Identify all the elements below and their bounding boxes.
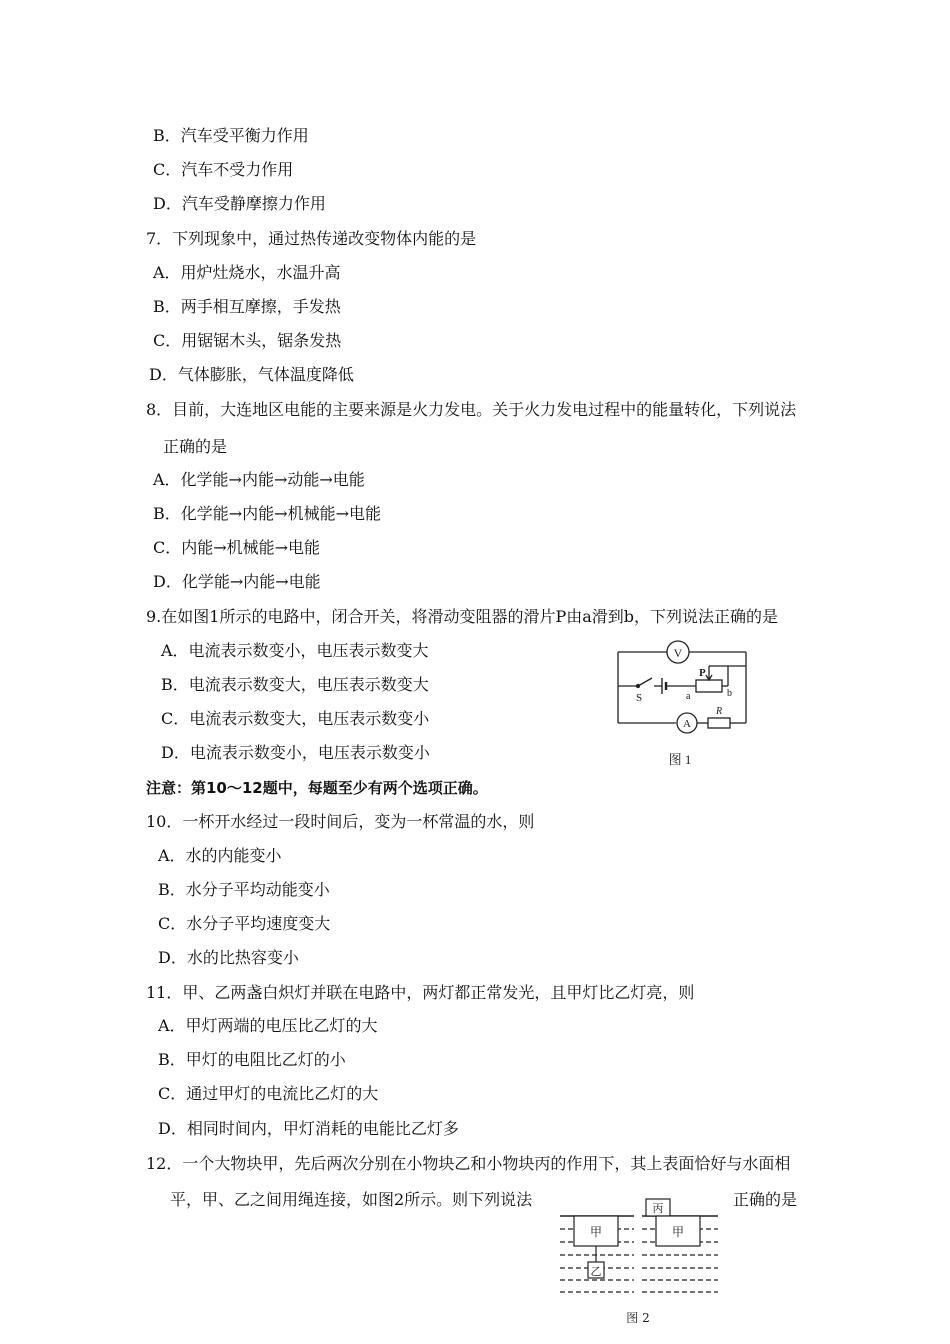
q12-stem-line2a: 平，甲、乙之间用绳连接，如图2所示。则下列说法 bbox=[170, 1190, 533, 1209]
voltmeter-label: V bbox=[673, 646, 683, 660]
end-b-label: b bbox=[727, 688, 732, 699]
resistor-icon bbox=[708, 718, 730, 728]
q11-option-b: B．甲灯的电阻比乙灯的小 bbox=[158, 1050, 346, 1069]
figure-2-caption: 图 2 bbox=[626, 1311, 650, 1325]
switch-pivot bbox=[637, 685, 640, 688]
q9-option-c: C．电流表示数变大，电压表示数变小 bbox=[161, 709, 430, 728]
q9-option-a: A．电流表示数变小，电压表示数变大 bbox=[161, 641, 429, 660]
q10-stem: 10．一杯开水经过一段时间后，变为一杯常温的水，则 bbox=[146, 812, 535, 831]
q9-stem: 9.在如图1所示的电路中，闭合开关，将滑动变阻器的滑片P由a滑到b，下列说法正确的是 bbox=[146, 607, 778, 626]
q11-stem: 11．甲、乙两盏白炽灯并联在电路中，两灯都正常发光，且甲灯比乙灯亮，则 bbox=[146, 983, 695, 1002]
q10-option-b: B．水分子平均动能变小 bbox=[158, 880, 330, 899]
q7-option-c: C．用锯锯木头，锯条发热 bbox=[153, 331, 342, 350]
switch-icon bbox=[638, 678, 652, 686]
big-block-label-right: 甲 bbox=[671, 1225, 685, 1239]
left-container bbox=[560, 1216, 634, 1292]
q10-option-a: A．水的内能变小 bbox=[158, 846, 282, 865]
q12-stem-line2b: 正确的是 bbox=[733, 1190, 798, 1209]
figure-1-caption: 图 1 bbox=[668, 752, 692, 767]
q7-option-a: A．用炉灶烧水，水温升高 bbox=[153, 263, 341, 282]
switch-label: S bbox=[636, 692, 643, 704]
rheostat-icon bbox=[696, 680, 722, 692]
q11-option-c: C．通过甲灯的电流比乙灯的大 bbox=[158, 1084, 379, 1103]
q8-option-c: C．内能→机械能→电能 bbox=[153, 538, 321, 557]
circuit-figure-1 bbox=[610, 636, 760, 771]
q8-stem-line1: 8．目前，大连地区电能的主要来源是火力发电。关于火力发电过程中的能量转化，下列说法 bbox=[146, 400, 797, 419]
end-a-label: a bbox=[686, 691, 691, 702]
q7-stem: 7．下列现象中，通过热传递改变物体内能的是 bbox=[146, 229, 477, 248]
q10-option-d: D．水的比热容变小 bbox=[158, 948, 299, 967]
q7-option-b: B．两手相互摩擦，手发热 bbox=[153, 297, 341, 316]
q8-stem-line2: 正确的是 bbox=[163, 437, 228, 456]
small-block-yi-label: 乙 bbox=[590, 1265, 602, 1278]
q8-option-d: D．化学能→内能→电能 bbox=[153, 572, 321, 591]
q8-option-a: A．化学能→内能→动能→电能 bbox=[153, 470, 365, 489]
ammeter-label: A bbox=[683, 718, 691, 730]
q7-option-d: D．气体膨胀，气体温度降低 bbox=[149, 365, 354, 384]
q10-option-c: C．水分子平均速度变大 bbox=[158, 914, 331, 933]
blocks-figure-2 bbox=[558, 1196, 728, 1334]
right-container bbox=[642, 1199, 718, 1292]
q8-option-b: B．化学能→内能→机械能→电能 bbox=[153, 504, 381, 523]
resistor-label: R bbox=[716, 706, 723, 717]
q11-option-a: A．甲灯两端的电压比乙灯的大 bbox=[158, 1016, 378, 1035]
q6-option-b: B．汽车受平衡力作用 bbox=[153, 126, 309, 145]
q6-option-c: C．汽车不受力作用 bbox=[153, 160, 294, 179]
slider-label: P bbox=[699, 667, 706, 679]
q6-option-d: D．汽车受静摩擦力作用 bbox=[153, 194, 326, 213]
q9-option-b: B．电流表示数变大，电压表示数变大 bbox=[161, 675, 429, 694]
q12-stem-line1: 12．一个大物块甲，先后两次分别在小物块乙和小物块丙的作用下，其上表面恰好与水面相 bbox=[146, 1154, 791, 1173]
multi-answer-note: 注意：第10～12题中，每题至少有两个选项正确。 bbox=[146, 779, 488, 797]
big-block-label: 甲 bbox=[589, 1225, 603, 1239]
q9-option-d: D．电流表示数变小，电压表示数变小 bbox=[161, 743, 430, 762]
small-block-bing-label: 丙 bbox=[652, 1202, 664, 1215]
q11-option-d: D．相同时间内，甲灯消耗的电能比乙灯多 bbox=[158, 1119, 459, 1138]
